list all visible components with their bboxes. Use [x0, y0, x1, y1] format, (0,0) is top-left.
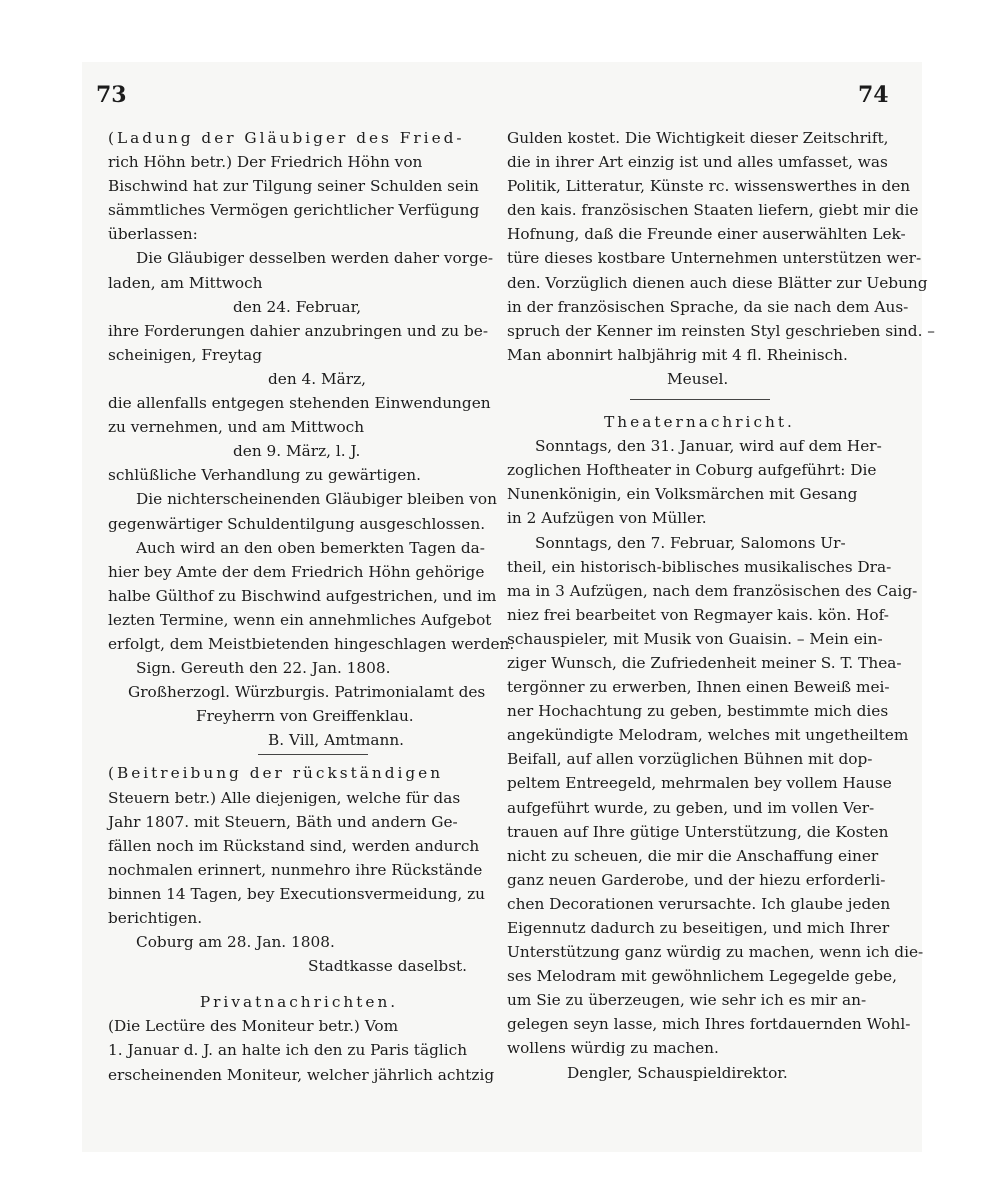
text-line: Eigennutz dadurch zu beseitigen, und mich Ihrer: [507, 919, 890, 937]
text-line: trauen auf Ihre gütige Unterstützung, die Kosten: [507, 822, 889, 841]
text-line: die in ihrer Art einzig ist und alles umfasset, was: [507, 153, 888, 172]
text-line: 1. Januar d. J. an halte ich den zu Paris täglich: [108, 1041, 468, 1060]
text-line: Freyherrn von Greiffenklau.: [196, 707, 414, 726]
text-line: Jahr 1807. mit Steuern, Bäth und andern Ge-: [108, 812, 458, 831]
text-line: Unterstützung ganz würdig zu machen, wenn ich die-: [507, 943, 924, 962]
text-line: Auch wird an den oben bemerkten Tagen da-: [136, 538, 485, 557]
text-line: die allenfalls entgegen stehenden Einwendungen: [108, 394, 491, 413]
text-line: Bischwind hat zur Tilgung seiner Schulden sein: [108, 177, 479, 196]
text-line: Gulden kostet. Die Wichtigkeit dieser Zeitschrift,: [507, 129, 889, 147]
text-line: den. Vorzüglich dienen auch diese Blätter zur Uebung: [507, 273, 928, 292]
signature-rule: [258, 754, 368, 755]
text-line: laden, am Mittwoch: [108, 273, 263, 292]
text-line: zu vernehmen, und am Mittwoch: [108, 418, 365, 437]
right-text-column: [507, 126, 935, 1085]
text-line: Steuern betr.) Alle diejenigen, welche für das: [108, 788, 461, 807]
text-line: Sign. Gereuth den 22. Jan. 1808.: [136, 659, 391, 678]
text-line: hier bey Amte der dem Friedrich Höhn gehörige: [108, 562, 485, 581]
paragraph-gap: [108, 978, 490, 990]
text-line: (Ladung der Gläubiger des Fried-: [108, 129, 465, 147]
text-line: den kais. französischen Staaten liefern, giebt mir die: [507, 201, 919, 220]
text-line: fällen noch im Rückstand sind, werden andurch: [108, 836, 480, 855]
text-line: angekündigte Melodram, welches mit ungetheiltem: [507, 726, 909, 745]
page-number-left: 73: [96, 82, 127, 108]
text-line: Sonntags, den 7. Februar, Salomons Ur-: [535, 533, 846, 552]
text-line: (Die Lectüre des Moniteur betr.) Vom: [108, 1017, 399, 1036]
text-line: erscheinenden Moniteur, welcher jährlich achtzig: [108, 1065, 495, 1084]
text-line: peltem Entreegeld, mehrmalen bey vollem Hause: [507, 774, 892, 793]
text-line: halbe Gülthof zu Bischwind aufgestrichen, und im: [108, 586, 497, 605]
text-line: gegenwärtiger Schuldentilgung ausgeschlossen.: [108, 514, 486, 533]
text-line: ihre Forderungen dahier anzubringen und zu be-: [108, 321, 489, 340]
text-line: schauspieler, mit Musik von Guaisin. – Mein ein-: [507, 629, 883, 648]
text-line: erfolgt, dem Meistbietenden hingeschlagen werden.: [108, 634, 515, 653]
text-line: ganz neuen Garderobe, und der hiezu erforderli-: [507, 870, 886, 889]
text-line: theil, ein historisch-biblisches musikalisches Dra-: [507, 557, 892, 576]
text-line: in der französischen Sprache, da sie nach dem Aus-: [507, 297, 909, 316]
text-line: ner Hochachtung zu geben, bestimmte mich dies: [507, 702, 889, 721]
text-line: den 24. Februar,: [233, 297, 362, 316]
text-line: Die Gläubiger desselben werden daher vorge-: [136, 249, 494, 268]
text-line: Coburg am 28. Jan. 1808.: [136, 933, 335, 952]
text-line: den 4. März,: [268, 369, 367, 388]
section-divider: [630, 399, 770, 400]
text-line: sämmtliches Vermögen gerichtlicher Verfügung: [108, 201, 480, 220]
text-line: binnen 14 Tagen, bey Executionsvermeidung, zu: [108, 884, 485, 903]
text-line: berichtigen.: [108, 909, 203, 927]
text-line: Theaternachricht.: [604, 413, 795, 432]
text-line: Beifall, auf allen vorzüglichen Bühnen mit dop-: [507, 750, 873, 769]
text-line: Dengler, Schauspieldirektor.: [567, 1063, 788, 1082]
text-line: tergönner zu erwerben, Ihnen einen Beweiß mei-: [507, 678, 890, 697]
text-line: B. Vill, Amtmann.: [268, 731, 405, 750]
text-line: um Sie zu überzeugen, wie sehr ich es mir an-: [507, 991, 867, 1010]
text-line: überlassen:: [108, 225, 198, 244]
text-line: Meusel.: [667, 369, 729, 388]
text-line: ses Melodram mit gewöhnlichem Legegelde gebe,: [507, 967, 897, 986]
text-line: wollens würdig zu machen.: [507, 1039, 719, 1058]
text-line: Politik, Litteratur, Künste rc. wissenswerthes in den: [507, 177, 911, 196]
text-line: Stadtkasse daselbst.: [308, 957, 468, 976]
left-text-column: [108, 126, 515, 1087]
text-line: schlüßliche Verhandlung zu gewärtigen.: [108, 466, 421, 485]
text-line: in 2 Aufzügen von Müller.: [507, 509, 707, 528]
text-line: Privatnachrichten.: [199, 993, 399, 1012]
text-line: zoglichen Hoftheater in Coburg aufgeführt: Die: [507, 461, 877, 480]
text-line: Die nichterscheinenden Gläubiger bleiben von: [136, 490, 497, 509]
page-number-right: 74: [858, 82, 889, 108]
text-line: den 9. März, l. J.: [233, 442, 361, 461]
text-line: türe dieses kostbare Unternehmen unterstützen wer-: [507, 249, 922, 268]
text-line: gelegen seyn lasse, mich Ihres fortdauernden Wohl-: [507, 1015, 911, 1034]
text-line: lezten Termine, wenn ein annehmliches Aufgebot: [108, 610, 492, 629]
text-line: (Beitreibung der rückständigen: [108, 764, 444, 783]
text-line: Nunenkönigin, ein Volksmärchen mit Gesang: [507, 485, 858, 504]
text-line: nicht zu scheuen, die mir die Anschaffung einer: [507, 846, 879, 865]
text-line: spruch der Kenner im reinsten Styl geschrieben sind. –: [507, 321, 935, 340]
text-line: Sonntags, den 31. Januar, wird auf dem Her-: [535, 437, 882, 456]
text-line: ziger Wunsch, die Zufriedenheit meiner S. T. Thea-: [507, 653, 902, 672]
text-line: nochmalen erinnert, nunmehro ihre Rückstände: [108, 860, 483, 879]
text-line: niez frei bearbeitet von Regmayer kais. kön. Hof-: [507, 605, 889, 624]
text-line: rich Höhn betr.) Der Friedrich Höhn von: [108, 153, 423, 172]
text-line: Man abonnirt halbjährig mit 4 fl. Rheinisch.: [507, 345, 848, 364]
text-line: aufgeführt wurde, zu geben, und im vollen Ver-: [507, 798, 875, 817]
text-line: Hofnung, daß die Freunde einer auserwählten Lek-: [507, 225, 906, 244]
text-line: scheinigen, Freytag: [108, 345, 263, 364]
text-line: chen Decorationen verursachte. Ich glaube jeden: [507, 894, 891, 913]
text-line: ma in 3 Aufzügen, nach dem französischen des Caig-: [507, 581, 918, 600]
text-line: Großherzogl. Würzburgis. Patrimonialamt des: [128, 683, 486, 702]
